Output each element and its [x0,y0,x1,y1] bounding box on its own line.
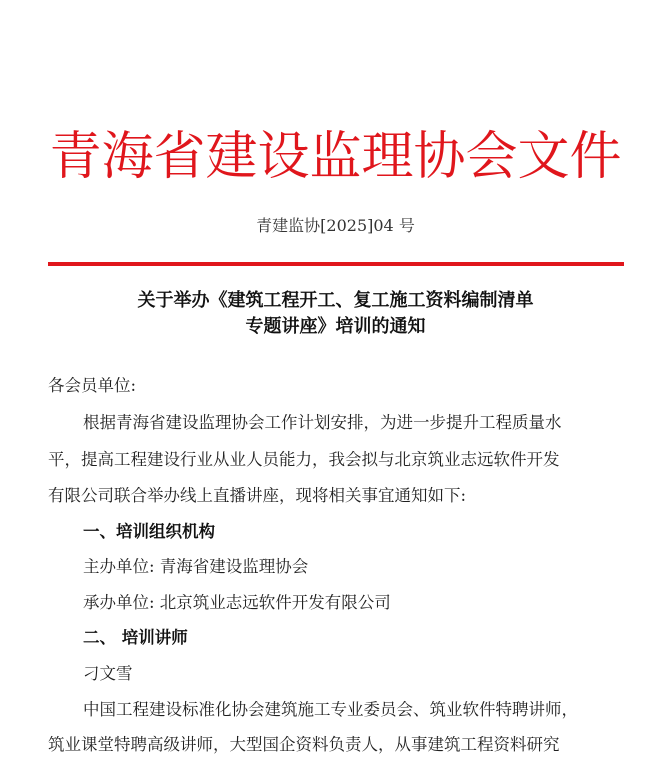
document-number: 青建监协[2025]04 号 [256,216,415,235]
header-red-divider [48,262,624,266]
lecturer-bio-line-2: 筑业课堂特聘高级讲师，大型国企资料负责人，从事建筑工程资料研究 [48,735,560,754]
salutation: 各会员单位: [48,376,137,395]
organizer-line: 主办单位: 青海省建设监理协会 [83,557,309,576]
intro-paragraph-line-1: 根据青海省建设监理协会工作计划安排，为进一步提升工程质量水 [83,413,562,432]
section-heading-organization: 一、培训组织机构 [83,522,215,541]
notice-title-line-2: 专题讲座》培训的通知 [245,316,426,337]
lecturer-name: 刁文雪 [83,664,133,683]
intro-paragraph-line-3: 有限公司联合举办线上直播讲座，现将相关事宜通知如下: [48,486,467,505]
co-organizer-line: 承办单位: 北京筑业志远软件开发有限公司 [83,593,391,612]
document-header-title: 青海省建设监理协会文件 [49,127,622,187]
lecturer-bio-line-1: 中国工程建设标准化协会建筑施工专业委员会、筑业软件特聘讲师， [83,700,578,719]
notice-title-line-1: 关于举办《建筑工程开工、复工施工资料编制清单 [137,290,534,311]
intro-paragraph-line-2: 平，提高工程建设行业从业人员能力，我会拟与北京筑业志远软件开发 [48,450,560,469]
section-heading-lecturer: 二、 培训讲师 [83,628,188,647]
